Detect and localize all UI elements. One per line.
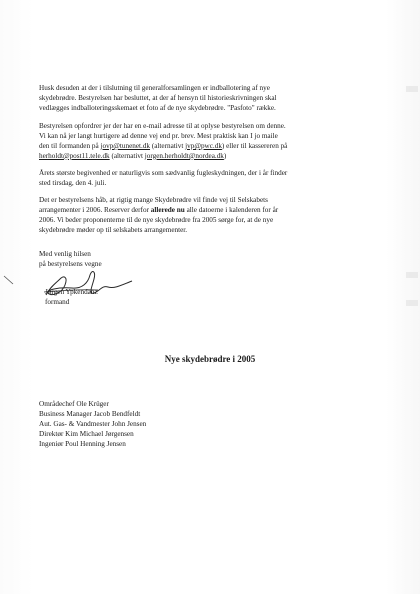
text-fragment: ) eller til kassereren på	[221, 141, 288, 150]
paragraph-line: skydebrødre møder op til selskabets arrangementer.	[39, 225, 188, 234]
paragraph-arrangements	[39, 196, 381, 236]
scan-bleed-mark	[406, 86, 418, 92]
scan-bleed-mark	[406, 300, 418, 306]
new-members-list	[39, 399, 146, 449]
section-title: Nye skydebrødre i 2005	[164, 354, 256, 364]
paragraph-line: skydebrødre. Bestyrelsen har besluttet, at der af hensyn til historieskrivningen skal	[39, 93, 277, 102]
paragraph-line: sted tirsdag, den 4. juli.	[39, 178, 107, 187]
text-fragment: (alternativt	[109, 151, 145, 160]
greeting-line: Med venlig hilsen	[39, 250, 91, 258]
paragraph-line: Bestyrelsen opfordrer jer der har en e-mail adresse til at oplyse bestyrelsen om denne.	[39, 122, 286, 130]
paragraph-email-request	[39, 122, 381, 162]
paragraph-line	[39, 206, 381, 216]
signatory-name: Jørgen Ypkendanz	[45, 288, 98, 296]
signatory-role: formand	[45, 298, 70, 306]
paragraph-line: vedlægges indballoteringsskemaet et foto af de nye skydebrødre. "Pasfoto" række.	[39, 103, 276, 112]
text-fragment: (alternativt	[150, 141, 186, 150]
email-link-chairman[interactable]: jovp@tunenet.dk	[100, 141, 151, 150]
paragraph-line: Vi kan nå jer langt hurtigere ad denne vej end pr. brev. Mest praktisk kan I jo maile	[39, 131, 278, 140]
paragraph-line: 2006. Vi beder proponenterne til de nye skydebrødre fra 2005 sørge for, at de nye	[39, 215, 274, 224]
list-item: Ingeniør Poul Henning Jensen	[39, 440, 126, 448]
text-fragment: )	[223, 151, 227, 160]
email-link-treasurer[interactable]: herholdt@post11.tele.dk	[39, 151, 110, 160]
text-fragment: alle datoerne i kalenderen for år	[184, 205, 279, 214]
list-item: Aut. Gas- & Vandmester John Jensen	[39, 420, 147, 428]
list-item: Direktør Kim Michael Jørgensen	[39, 430, 134, 438]
paragraph-line	[39, 152, 381, 162]
scan-artifact-icon	[3, 275, 15, 285]
email-link-treasurer-alt[interactable]: jorgen.herholdt@nordea.dk	[144, 151, 224, 160]
scan-bleed-mark	[406, 272, 418, 278]
paragraph-line: Husk desuden at der i tilslutning til generalforsamlingen er indballotering af nye	[39, 84, 270, 92]
paragraph-line: Årets største begivenhed er naturligvis som sædvanlig fugleskydningen, der i år finder	[39, 169, 288, 177]
paragraph-line: Det er bestyrelsens håb, at rigtig mange Skydebrødre vil finde vej til Selskabets	[39, 196, 268, 204]
list-item: Business Manager Jacob Bendfeldt	[39, 410, 141, 418]
emphasis-text: allerede nu	[150, 205, 185, 214]
paragraph-bird-shooting	[39, 169, 381, 189]
paragraph-line	[39, 142, 381, 152]
signatory	[45, 287, 98, 307]
text-fragment: den til formanden på	[39, 141, 101, 150]
text-fragment: arrangementer i 2006. Reserver derfor	[39, 205, 151, 214]
paragraph-photo-notice	[39, 84, 381, 114]
email-link-chairman-alt[interactable]: jvp@pwc.dk	[185, 141, 222, 150]
sender-line: på bestyrelsens vegne	[39, 259, 102, 268]
list-item: Områdechef Ole Krüger	[39, 400, 109, 408]
